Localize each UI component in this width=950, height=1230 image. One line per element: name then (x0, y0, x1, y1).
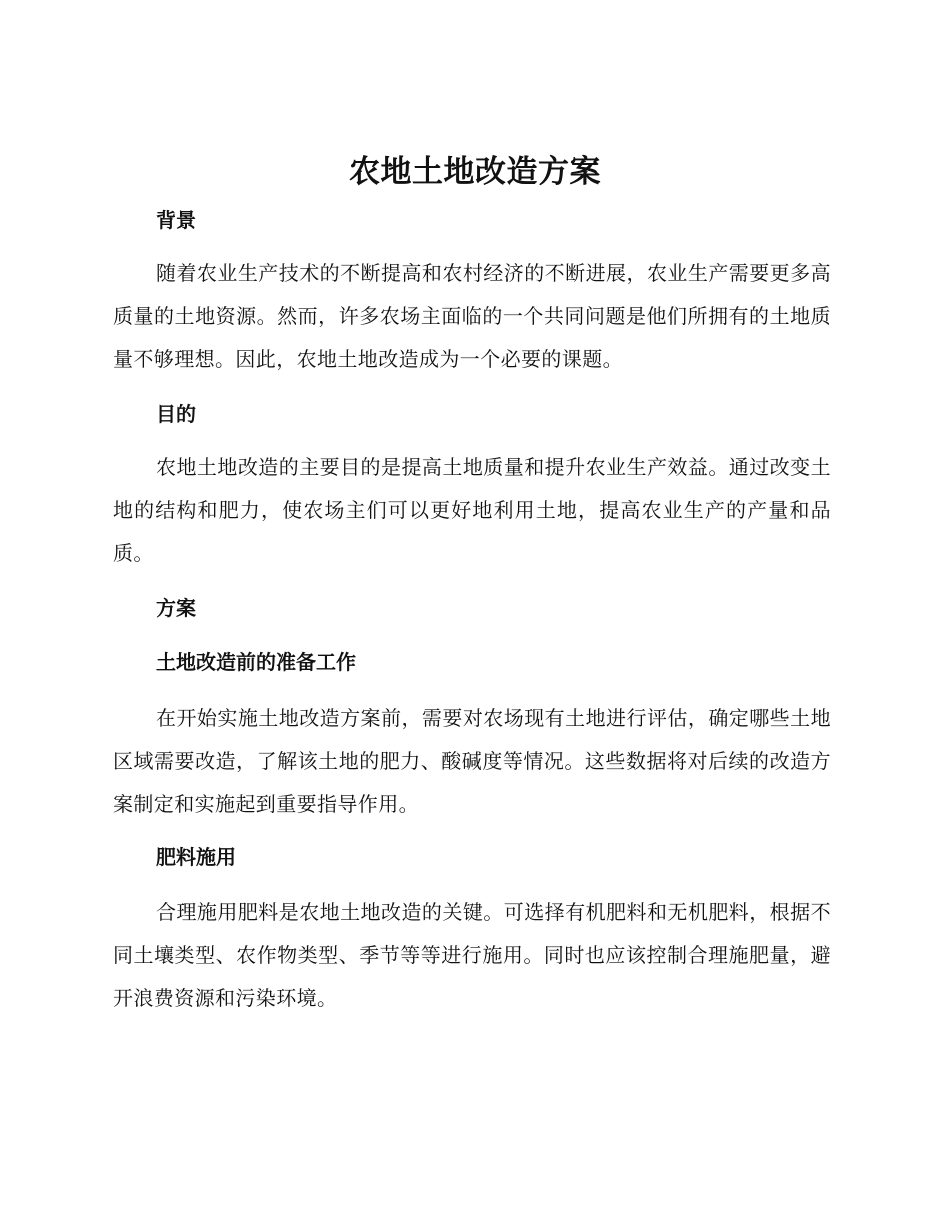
document-title: 农地土地改造方案 (349, 154, 601, 190)
section-paragraph-fertilizer: 合理施用肥料是农地土地改造的关键。可选择有机肥料和无机肥料，根据不同土壤类型、农作物类型、季节等等进行施用。同时也应该控制合理施肥量，避开浪费资源和污染环境。 (113, 900, 831, 1010)
section-paragraph-background: 随着农业生产技术的不断提高和农村经济的不断进展，农业生产需要更多高质量的土地资源。然而，许多农场主面临的一个共同问题是他们所拥有的土地质量不够理想。因此，农地土地改造成为一个必要的课题。 (113, 261, 831, 371)
section-heading-plan: 方案 (156, 596, 196, 620)
section-heading-preparation: 土地改造前的准备工作 (156, 650, 356, 674)
section-heading-fertilizer: 肥料施用 (156, 845, 236, 869)
section-heading-background: 背景 (156, 208, 196, 232)
section-heading-purpose: 目的 (156, 402, 196, 426)
section-paragraph-preparation: 在开始实施土地改造方案前，需要对农场现有土地进行评估，确定哪些土地区域需要改造，了解该土地的肥力、酸碱度等情况。这些数据将对后续的改造方案制定和实施起到重要指导作用。 (113, 706, 831, 816)
section-paragraph-purpose: 农地土地改造的主要目的是提高土地质量和提升农业生产效益。通过改变土地的结构和肥力，使农场主们可以更好地利用土地，提高农业生产的产量和品质。 (113, 455, 831, 565)
